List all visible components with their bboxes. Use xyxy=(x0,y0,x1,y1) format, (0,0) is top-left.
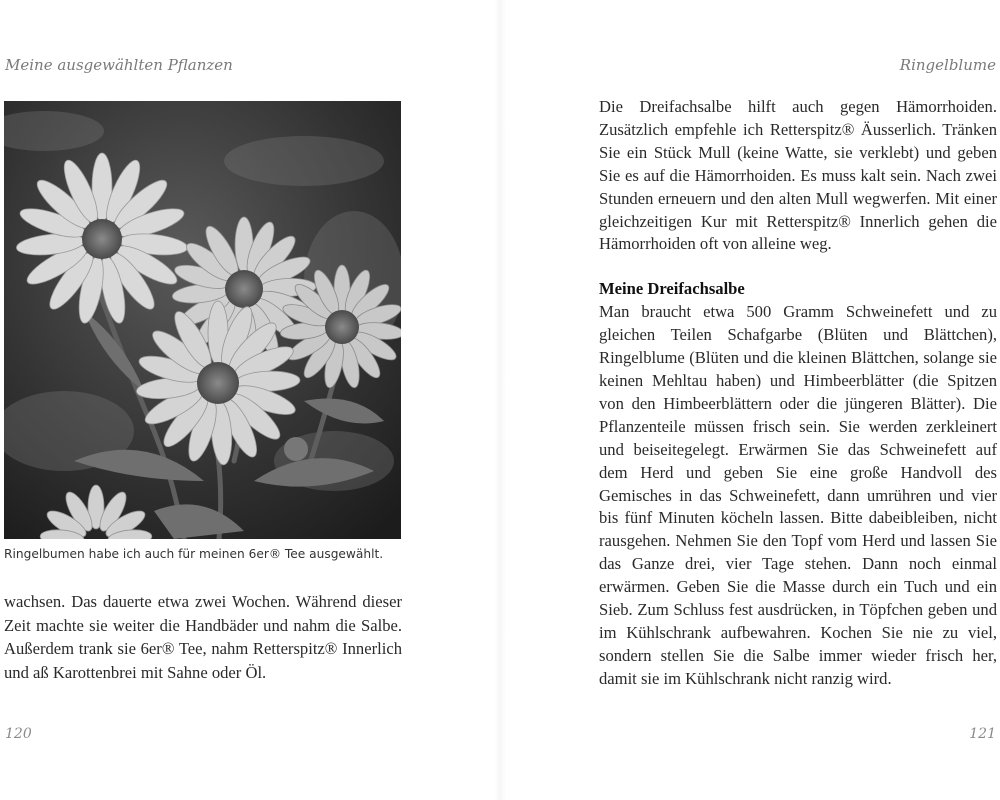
recipe-paragraph: Man braucht etwa 500 Gramm Schweinefett und zu gleichen Teilen Schafgarbe (Blüten und Blättchen), Ringelblume (Blüten und die kleinen Blättchen, solange sie keinen Mehltau haben) und Himbeerblätter (die Spitzen von den Himbeerblättern oder die jüngeren Blätter). Die Pflanzenteile müssen frisch sein. Sie werden zerkleinert und beiseitegelegt. Erwärmen Sie das Schweinefett auf dem Herd und geben Sie eine große Handvoll des Gemisches in das Schweinefett, dann umrühren und vier bis fünf Minuten köcheln lassen. Bitte dabeibleiben, nicht rausgehen. Nehmen Sie den Topf vom Herd und lassen Sie das Ganze drei, vier Tage stehen. Dann noch einmal erwärmen. Geben Sie die Masse durch ein Tuch und ein Sieb. Zum Schluss fest ausdrücken, in Töpfchen geben und im Kühlschrank aufbewahren. Kochen Sie nie zu viel, sondern stellen Sie die Salbe immer wieder frisch her, damit sie im Kühlschrank nicht ranzig wird. xyxy=(599,302,997,688)
right-running-head: Ringelblume xyxy=(899,56,996,74)
left-body-text: wachsen. Das dauerte etwa zwei Wochen. Während dieser Zeit machte sie weiter die Handbäder und nahm die Salbe. Außerdem trank sie 6er® Tee, nahm Retterspitz® Innerlich und aß Karottenbrei mit Sahne oder Öl. xyxy=(4,592,402,682)
right-page-number: 121 xyxy=(969,726,996,742)
calendula-photo xyxy=(4,101,401,539)
right-text-column xyxy=(599,96,997,691)
hemorrhoids-paragraph: Die Dreifachsalbe hilft auch gegen Hämorrhoiden. Zusätzlich empfehle ich Retterspitz® Äusserlich. Tränken Sie ein Stück Mull (keine Watte, sie verklebt) und geben Sie es auf die Hämorrhoiden. Es muss kalt sein. Nach zwei Stunden erneuern und den alten Mull wegwerfen. Mit einer gleichzeitigen Kur mit Retterspitz® Innerlich gehen die Hämorrhoiden oft von alleine weg. xyxy=(599,97,997,254)
left-running-head: Meine ausgewählten Pflanzen xyxy=(5,56,233,74)
left-page-number: 120 xyxy=(5,726,32,742)
book-gutter xyxy=(494,0,506,800)
photo-caption: Ringelbumen habe ich auch für meinen 6er® Tee ausgewählt. xyxy=(4,547,384,561)
section-heading: Meine Dreifachsalbe xyxy=(599,279,745,299)
